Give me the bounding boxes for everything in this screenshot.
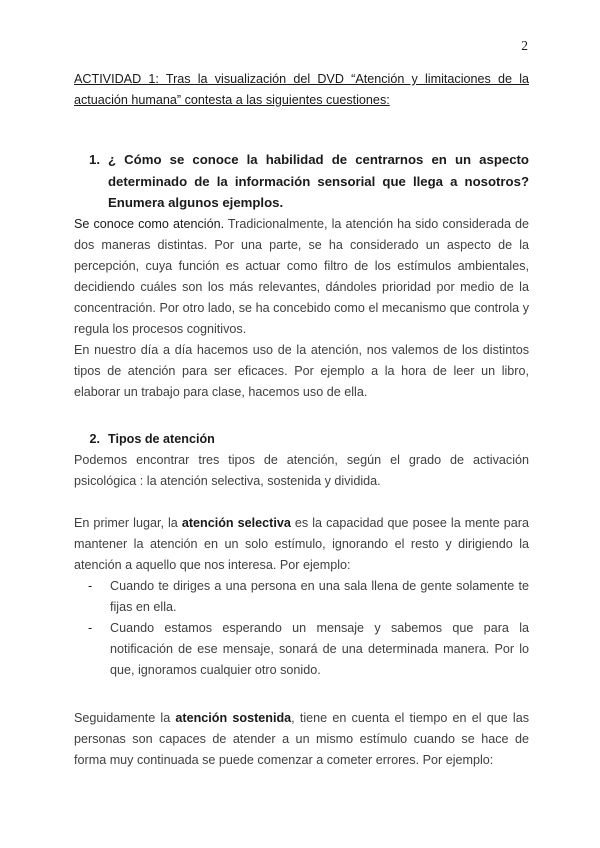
page-content <box>74 69 529 771</box>
sustained-attention-paragraph <box>74 708 529 771</box>
spacer <box>74 492 529 513</box>
answer-1-body: Tradicionalmente, la atención ha sido considerada de dos maneras distintas. Por una parte, se ha considerado un aspecto de la percepción, cuya función es actuar como filtro de los estímulos ambientales, decidiendo cuáles son los más relevantes, dándoles prioridad por medio de la concentración. Por otro lado, se ha concebido como el mecanismo que controla y regula los procesos cognitivos. <box>74 216 530 336</box>
question-1-number: 1. <box>89 152 100 167</box>
section-2-intro: Podemos encontrar tres tipos de atención, según el grado de activación psicológica : la atención selectiva, sostenida y dividida. <box>74 452 529 488</box>
list-item-text: Cuando estamos esperando un mensaje y sabemos que para la notificación de ese mensaje, sonará de una determinada manera. Por lo que, ignoramos cualquier otro sonido. <box>110 620 529 677</box>
selective-term: atención selectiva <box>181 515 291 530</box>
question-1 <box>74 149 529 214</box>
answer-1-lead: Se conoce como atención. <box>74 216 225 231</box>
sustained-post: , tiene en cuenta el tiempo en el que las personas son capaces de atender a un mismo estímulo cuando se hace de forma muy continuada se puede comenzar a cometer errores. Por ejemplo: <box>74 710 529 767</box>
answer-1-paragraph-2: En nuestro día a día hacemos uso de la atención, nos valemos de los distintos tipos de atención para ser eficaces. Por ejemplo a la hora de leer un libro, elaborar un trabajo para clase, hacemos uso de ella. <box>74 342 529 399</box>
list-item-text: Cuando te diriges a una persona en una sala llena de gente solamente te fijas en ella. <box>110 578 529 614</box>
question-1-text: ¿ Cómo se conoce la habilidad de centrarnos en un aspecto determinado de la información sensorial que llega a nosotros? Enumera algunos ejemplos. <box>108 152 529 210</box>
page-number: 2 <box>521 38 528 53</box>
list-dash: - <box>88 620 93 635</box>
section-2-number: 2. <box>89 431 100 446</box>
list-item <box>74 576 529 618</box>
answer-1-paragraph <box>74 214 529 340</box>
spacer <box>74 681 529 708</box>
sustained-pre: Seguidamente la <box>74 710 176 725</box>
selective-attention-paragraph <box>74 513 529 576</box>
examples-list <box>74 576 529 681</box>
selective-pre: En primer lugar, la <box>74 515 182 530</box>
list-dash: - <box>88 578 93 593</box>
activity-heading: ACTIVIDAD 1: Tras la visualización del DVD “Atención y limitaciones de la actuación humana” contesta a las siguientes cuestiones: <box>74 72 529 107</box>
section-2-title: Tipos de atención <box>108 431 215 446</box>
section-2-heading <box>74 429 529 450</box>
sustained-term: atención sostenida <box>175 710 292 725</box>
selective-post: es la capacidad que posee la mente para mantener la atención en un solo estímulo, ignorando el resto y dirigiendo la atención a aquello que nos interesa. Por ejemplo: <box>74 515 530 572</box>
list-item <box>74 618 529 681</box>
